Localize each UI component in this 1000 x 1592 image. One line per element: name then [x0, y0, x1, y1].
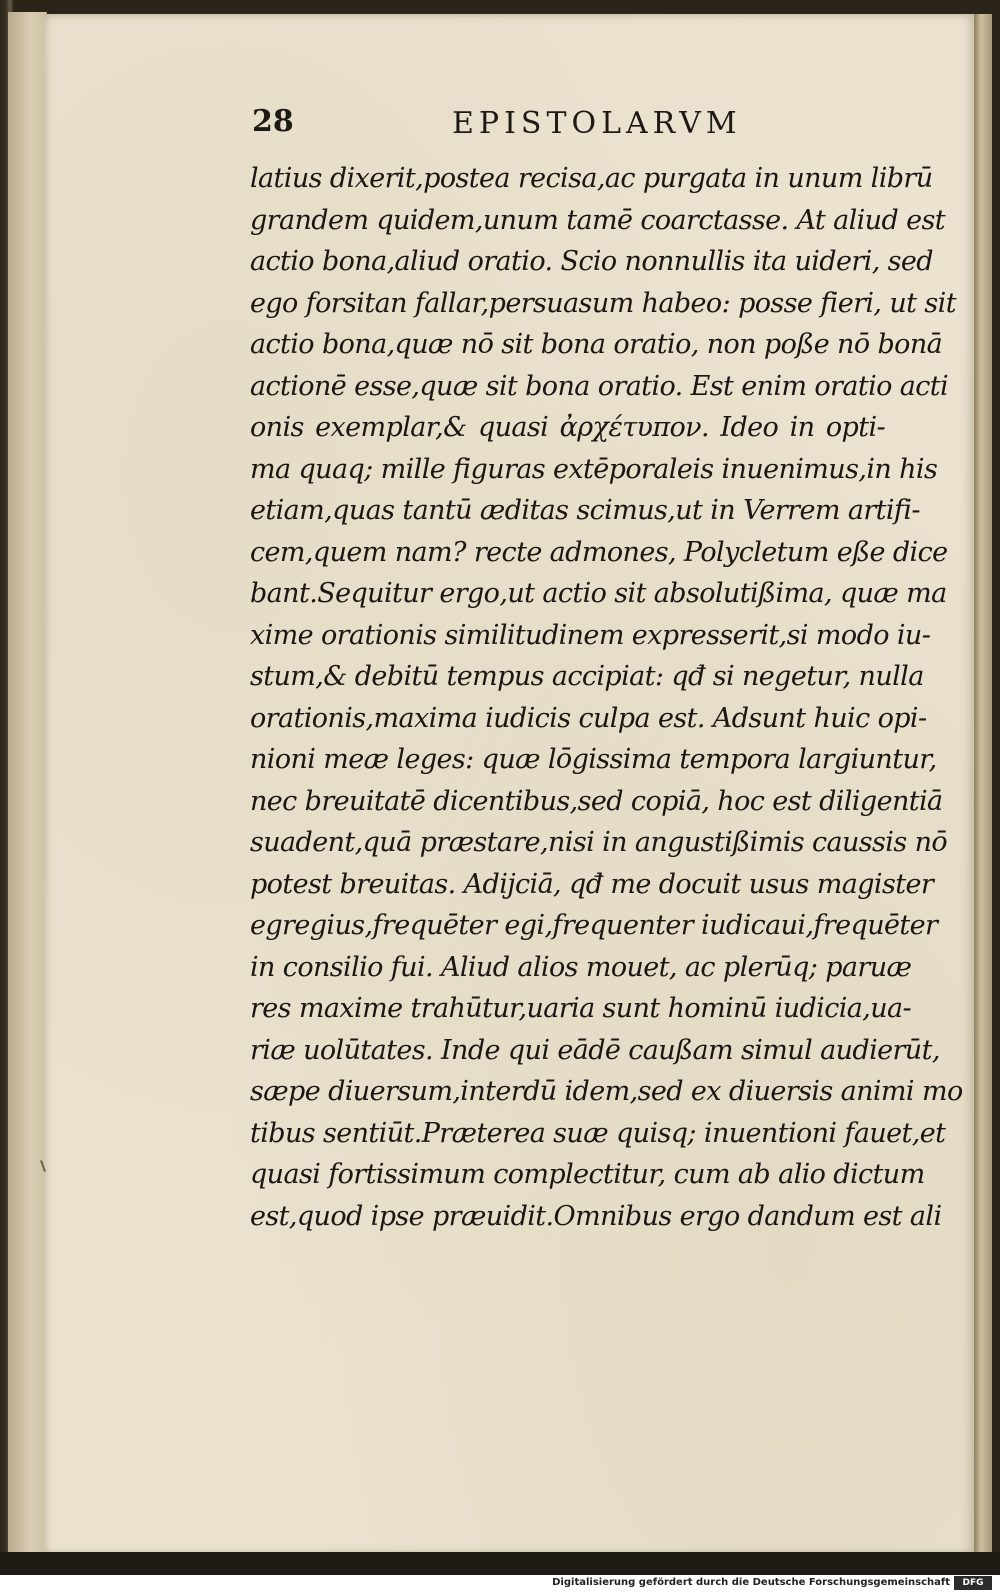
text-line: actio bona,aliud oratio. Scio nonnullis ita uideri, sed	[250, 246, 933, 277]
page-edge-left	[8, 12, 47, 1557]
footer-bar	[0, 1575, 1000, 1592]
text-line: actionē esse,quæ sit bona oratio. Est enim oratio acti	[250, 370, 949, 402]
text-line: riæ uolūtates. Inde qui eādē caußam simul audierūt,	[250, 1034, 940, 1066]
text-line: stum,& debitū tempus accipiat: qđ si negetur, nulla	[250, 661, 924, 692]
text-line: tibus sentiūt.Præterea suæ quisq; inuentioni fauet,et	[250, 1117, 946, 1149]
footer-credit: Digitalisierung gefördert durch die Deutsche Forschungsgemeinschaft	[552, 1577, 950, 1588]
text-line: egregius,frequēter egi,frequenter iudicaui,frequēter	[250, 910, 938, 941]
text-line: orationis,maxima iudicis culpa est. Adsunt huic opi-	[250, 702, 927, 734]
text-line: grandem quidem,unum tamē coarctasse. At aliud est	[250, 204, 946, 236]
text-line: in consilio fui. Aliud alios mouet, ac plerūq; paruæ	[250, 951, 912, 983]
text-line: potest breuitas. Adijciā, qđ me docuit usus magister	[250, 868, 934, 900]
page-number: 28	[252, 104, 294, 139]
running-title: EPISTOLARVM	[452, 106, 742, 141]
body-text	[250, 158, 963, 1237]
text-line: onis exemplar,& quasi ἀρχέτυπον. Ideo in opti-	[250, 412, 885, 443]
text-line: actio bona,quæ nō sit bona oratio, non poße nō bonā	[250, 329, 943, 360]
text-line: nioni meæ leges: quæ lōgissima tempora largiuntur,	[250, 744, 937, 775]
dfg-logo: DFG	[954, 1576, 992, 1590]
text-line: latius dixerit,postea recisa,ac purgata in unum librū	[250, 163, 933, 194]
text-line: xime orationis similitudinem expresserit,si modo iu-	[250, 619, 931, 651]
text-line: ma quaq; mille figuras extēporaleis inuenimus,in his	[250, 453, 938, 485]
page-edge-right	[974, 14, 992, 1554]
text-line: cem,quem nam? recte admones, Polycletum eße dice	[250, 536, 948, 568]
text-line: ego forsitan fallar,persuasum habeo: posse fieri, ut sit	[250, 287, 956, 319]
text-line: suadent,quā præstare,nisi in angustißimis caussis nō	[250, 827, 948, 858]
page-header	[252, 104, 752, 150]
text-line: sæpe diuersum,interdū idem,sed ex diuersis animi mo	[250, 1076, 963, 1107]
text-line: nec breuitatē dicentibus,sed copiā, hoc est diligentiā	[250, 785, 943, 817]
text-line: est,quod ipse præuidit.Omnibus ergo dandum est ali	[250, 1200, 942, 1232]
scan-bottom-border	[0, 1552, 1000, 1575]
text-line: etiam,quas tantū æditas scimus,ut in Verrem artifi-	[250, 495, 920, 526]
text-line: quasi fortissimum complectitur, cum ab alio dictum	[250, 1159, 925, 1190]
text-line: res maxime trahūtur,uaria sunt hominū iudicia,ua-	[250, 993, 912, 1024]
text-line: bant.Sequitur ergo,ut actio sit absolutißima, quæ ma	[250, 578, 947, 609]
